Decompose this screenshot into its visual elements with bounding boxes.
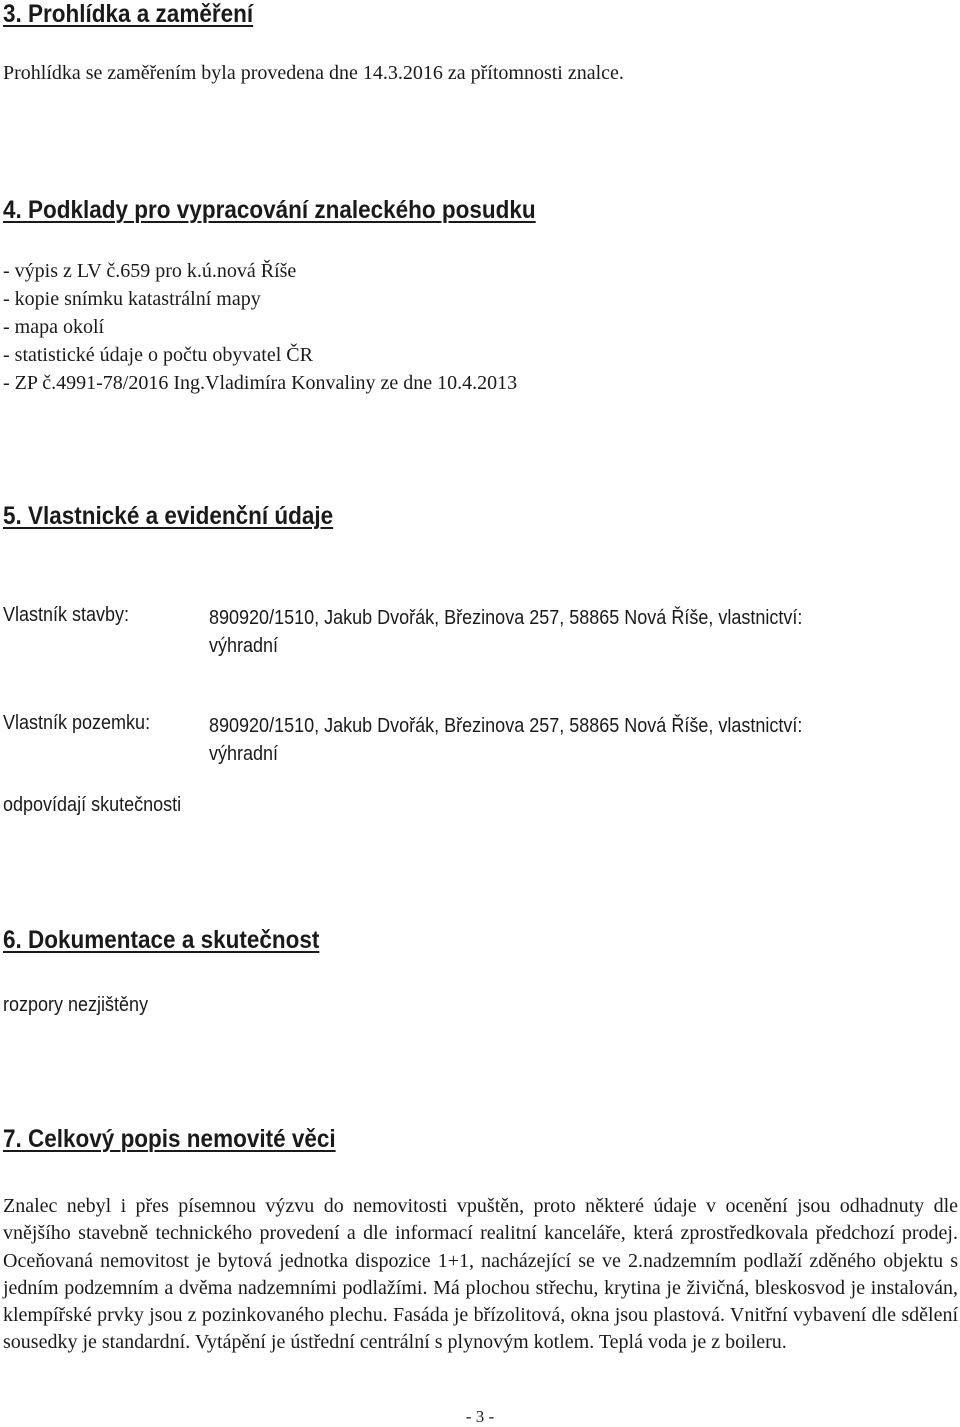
section-7-heading: 7. Celkový popis nemovité věci [3, 1125, 336, 1153]
page-number: - 3 - [465, 1407, 495, 1426]
owner-land-value: 890920/1510, Jakub Dvořák, Březinova 257, 58865 Nová Říše, vlastnictví: výhradní [209, 715, 803, 765]
section-5-note: odpovídají skutečnosti [3, 794, 182, 816]
list-item: - statistické údaje o počtu obyvatel ČR [3, 344, 313, 366]
owner-building-label: Vlastník stavby: [3, 604, 130, 626]
section-6-heading: 6. Dokumentace a skutečnost [3, 926, 320, 954]
section-5-heading: 5. Vlastnické a evidenční údaje [3, 502, 334, 530]
list-item: - mapa okolí [3, 316, 105, 338]
section-4-heading: 4. Podklady pro vypracování znaleckého posudku [3, 196, 536, 224]
owner-building-value: 890920/1510, Jakub Dvořák, Březinova 257, 58865 Nová Říše, vlastnictví: výhradní [209, 607, 803, 657]
section-6-text: rozpory nezjištěny [3, 994, 149, 1016]
section-3-heading: 3. Prohlídka a zaměření [3, 0, 254, 28]
owner-land-label: Vlastník pozemku: [3, 712, 151, 734]
list-item: - výpis z LV č.659 pro k.ú.nová Říše [3, 260, 297, 282]
section-3-text: Prohlídka se zaměřením byla provedena dne 14.3.2016 za přítomnosti znalce. [3, 62, 624, 84]
section-4-list [3, 257, 517, 397]
list-item: - ZP č.4991-78/2016 Ing.Vladimíra Konvaliny ze dne 10.4.2013 [3, 372, 518, 394]
section-7-text: Znalec nebyl i přes písemnou výzvu do nemovitosti vpuštěn, proto některé údaje v ocenění jsou odhadnuty dle vnějšího stavebně technického provedení a dle informací realitní kanceláře, která zprostředkovala předchozí prodej. Oceňovaná nemovitost je bytová jednotka dispozice 1+1, nacházející se ve 2.nadzemním podlaží zděného objektu s jedním podzemním a dvěma nadzemními podlažími. Má plochou střechu, krytina je živičná, bleskosvod je instalován, klempířské prvky jsou z pozinkovaného plechu. Fasáda je břízolitová, okna jsou plastová. Vnitřní vybavení dle sdělení sousedky je standardní. Vytápění je ústřední centrální s plynovým kotlem. Teplá voda je z boileru. [3, 1195, 958, 1354]
list-item: - kopie snímku katastrální mapy [3, 288, 261, 310]
